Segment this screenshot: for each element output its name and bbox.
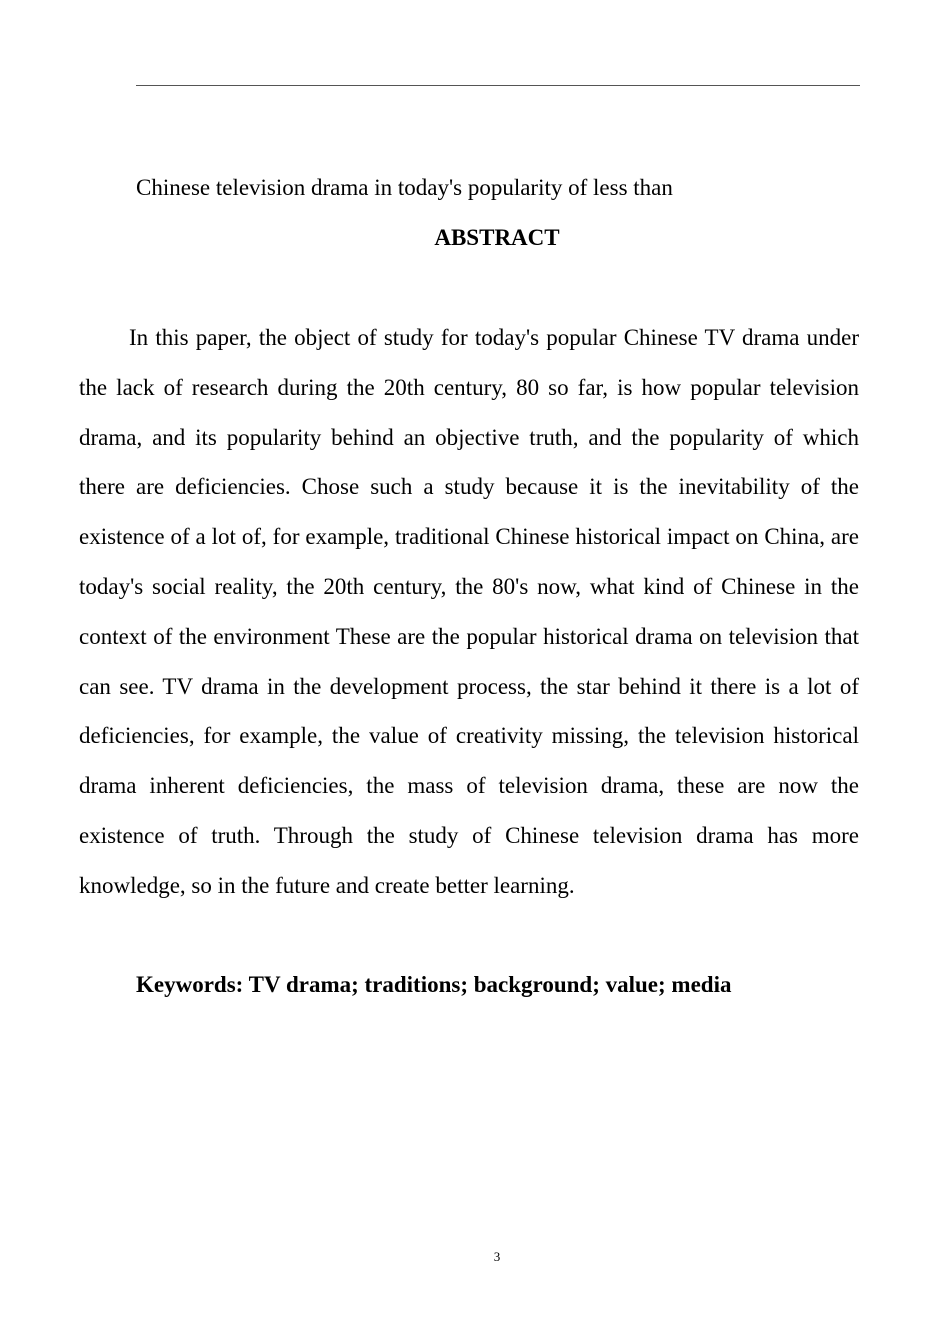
page-number: 3 bbox=[493, 1249, 501, 1264]
abstract-body: In this paper, the object of study for today's popular Chinese TV drama under the lack of research during the 20th century, 80 so far, is how popular television drama, and its popularity behind an objective truth, and the popularity of which there are deficiencies. Chose such a study because it is the inevitability of the existence of a lot of, for example, traditional Chinese historical impact on China, are today's social reality, the 20th century, the 80's now, what kind of Chinese in the context of the environment These are the popular historical drama on television that can see. TV drama in the development process, the star behind it there is a lot of deficiencies, for example, the value of creativity missing, the television historical drama inherent deficiencies, the mass of television drama, these are now the existence of truth. Through the study of Chinese television drama has more knowledge, so in the future and create better learning. bbox=[79, 325, 859, 898]
abstract-heading: ABSTRACT bbox=[434, 225, 560, 250]
document-title: Chinese television drama in today's popularity of less than bbox=[136, 175, 673, 200]
header-rule bbox=[136, 85, 860, 86]
keywords: Keywords: TV drama; traditions; background; value; media bbox=[136, 972, 732, 997]
